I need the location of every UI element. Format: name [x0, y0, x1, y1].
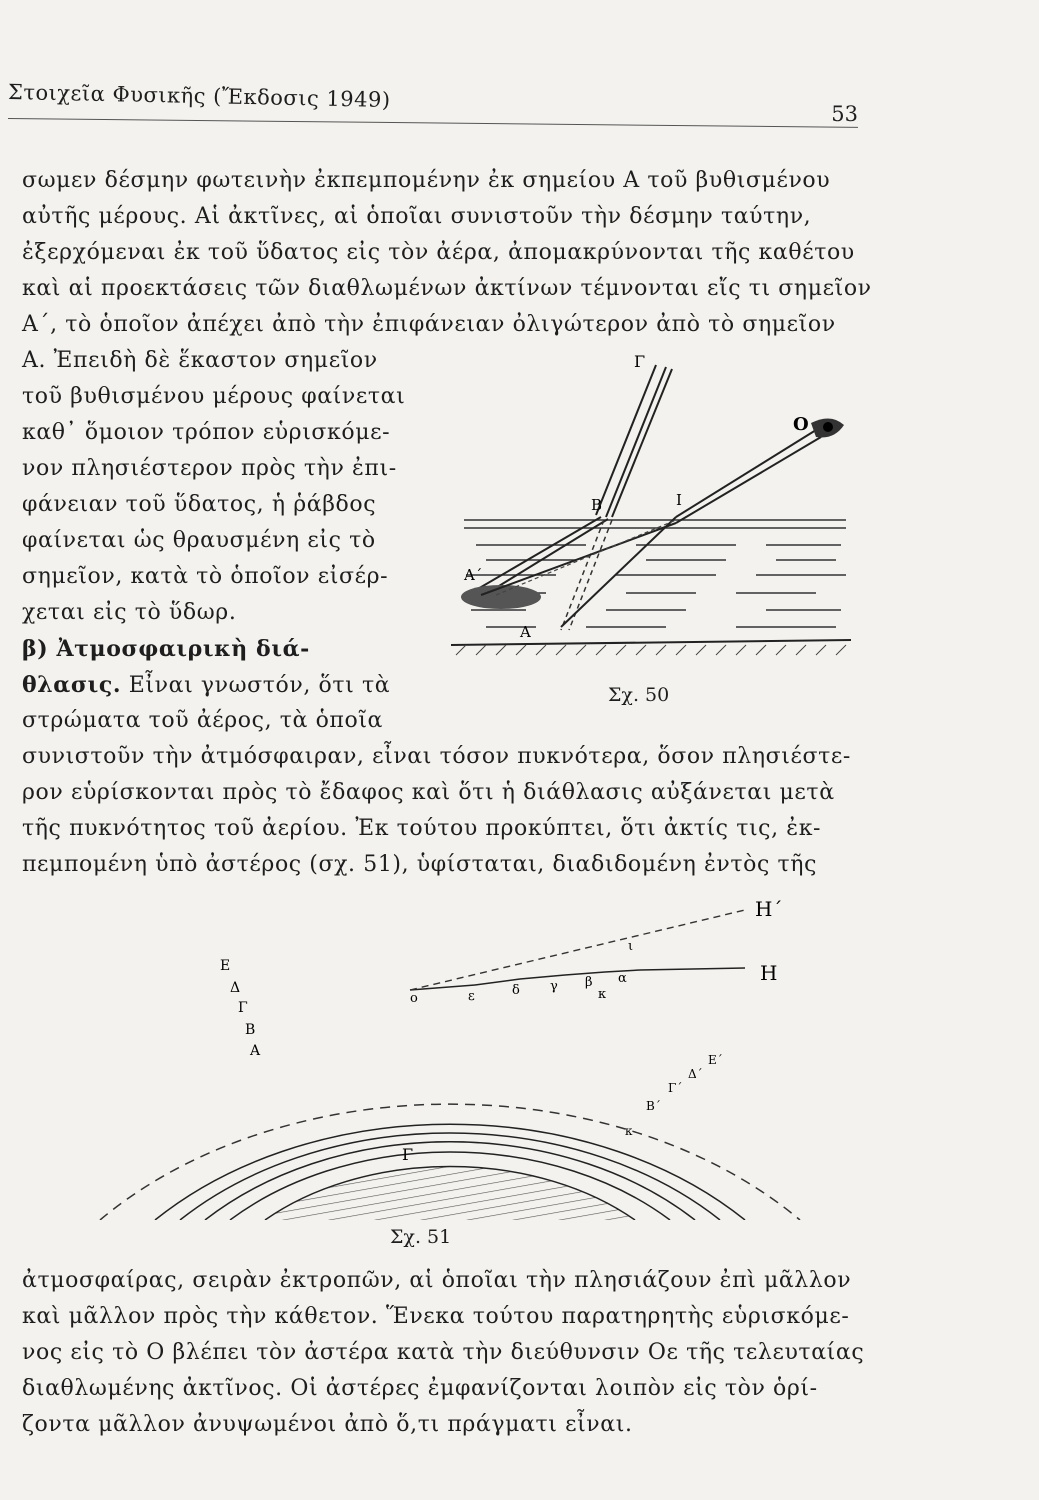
fig51-label-d: Δ: [230, 980, 241, 996]
page-number: 53: [831, 102, 858, 126]
body-text-line: σωμεν δέσμην φωτεινὴν ἐκπεμπομένην ἐκ σημείου Α τοῦ βυθισμένου: [22, 168, 831, 193]
fig51-label-k-right: κ: [625, 1124, 633, 1138]
body-text-line: φαίνεται ὡς θραυσμένη εἰς τὸ: [22, 528, 376, 553]
body-text-line: ζοντα μᾶλλον ἀνυψωμένοι ἀπὸ ὅ,τι πράγματι εἶναι.: [22, 1412, 633, 1437]
header-rule: [8, 118, 858, 128]
body-text-line: φάνειαν τοῦ ὕδατος, ἡ ῥάβδος: [22, 492, 377, 517]
body-text-line: αὐτῆς μέρους. Αἱ ἀκτῖνες, αἱ ὁποῖαι συνιστοῦν τὴν δέσμην ταύτην,: [22, 204, 812, 229]
fig51-label-epsilon: ε: [468, 989, 475, 1004]
fig50-label-o: Ο: [793, 414, 809, 435]
fig50-label-a: Α: [520, 623, 531, 641]
body-text-line: στρώματα τοῦ ἀέρος, τὰ ὁποῖα: [22, 708, 384, 733]
fig51-label-a: Α: [250, 1043, 261, 1059]
fig51-label-e: Ε: [220, 958, 231, 974]
fig51-label-g-right: Γ΄: [668, 1081, 683, 1095]
fig51-label-h: Η: [760, 961, 778, 985]
body-text-line: καὶ αἱ προεκτάσεις τῶν διαθλωμένων ἀκτίνων τέμνονται εἴς τι σημεῖον: [22, 276, 872, 301]
figure-51-atmospheric-refraction: [80, 890, 840, 1220]
fig50-label-gamma: Γ: [634, 352, 646, 371]
fig51-label-center: Γ: [402, 1145, 414, 1164]
fig51-label-i: ι: [628, 939, 634, 954]
fig50-label-i: Ι: [676, 491, 682, 509]
fig50-label-a-prime: Α΄: [464, 566, 483, 584]
body-text-line: χεται εἰς τὸ ὕδωρ.: [22, 600, 237, 625]
body-text-line: καὶ μᾶλλον πρὸς τὴν κάθετον. Ἕνεκα τούτου παρατηρητὴς εὑρισκόμε-: [22, 1304, 850, 1329]
body-text-span: Εἶναι γνωστόν, ὅτι τὰ: [128, 673, 391, 698]
fig51-label-e-right: Ε΄: [708, 1053, 723, 1067]
running-head: [8, 72, 858, 132]
fig50-label-b: Β: [591, 496, 603, 514]
figure-50-caption: Σχ. 50: [608, 684, 670, 706]
body-text-line: ρον εὑρίσκονται πρὸς τὸ ἔδαφος καὶ ὅτι ἡ διάθλασις αὐξάνεται μετὰ: [22, 780, 835, 805]
fig51-label-b: Β: [245, 1022, 256, 1038]
body-text-line: πεμπομένη ὑπὸ ἀστέρος (σχ. 51), ὑφίσταται, διαδιδομένη ἐντὸς τῆς: [22, 852, 817, 877]
body-text-line: διαθλωμένης ἀκτῖνος. Οἱ ἀστέρες ἐμφανίζονται λοιπὸν εἰς τὸν ὁρί-: [22, 1376, 818, 1401]
body-text-line: καθ᾽ ὅμοιον τρόπον εὑρισκόμε-: [22, 420, 391, 445]
figure-50-refraction-rod: [436, 345, 866, 675]
fig51-label-g: Γ: [238, 1000, 248, 1016]
body-text-line: συνιστοῦν τὴν ἀτμόσφαιραν, εἶναι τόσον πυκνότερα, ὅσον πλησιέστε-: [22, 744, 851, 769]
body-text-line: νος εἰς τὸ Ο βλέπει τὸν ἀστέρα κατὰ τὴν διεύθυνσιν Οε τῆς τελευταίας: [22, 1340, 865, 1365]
fig51-label-h-prime: Η΄: [755, 897, 783, 921]
fig51-label-kappa: κ: [598, 987, 607, 1002]
fig51-label-beta: β: [585, 975, 593, 990]
body-text-line: Α. Ἐπειδὴ δὲ ἕκαστον σημεῖον: [22, 348, 378, 373]
body-text-line: τοῦ βυθισμένου μέρους φαίνεται: [22, 384, 406, 409]
section-heading-cont: θλασις.: [22, 672, 122, 698]
running-head-title: Στοιχεῖα Φυσικῆς (Ἔκδοσις 1949): [7, 80, 391, 113]
fig51-label-delta: δ: [512, 983, 520, 998]
body-text-line: Α΄, τὸ ὁποῖον ἀπέχει ἀπὸ τὴν ἐπιφάνειαν ὀλιγώτερον ἀπὸ τὸ σημεῖον: [22, 312, 836, 337]
fig51-label-o: ο: [410, 991, 418, 1006]
fig51-label-alpha: α: [618, 971, 627, 986]
body-text-line: ἀτμοσφαίρας, σειρὰν ἐκτροπῶν, αἱ ὁποῖαι τὴν πλησιάζουν ἐπὶ μᾶλλον: [22, 1268, 852, 1293]
body-text-line: [22, 672, 390, 699]
fig51-label-b-right: Β΄: [646, 1099, 661, 1113]
fig51-label-d-right: Δ΄: [688, 1067, 703, 1081]
figure-51-caption: Σχ. 51: [390, 1226, 452, 1248]
body-text-line: νον πλησιέστερον πρὸς τὴν ἐπι-: [22, 456, 397, 481]
fig51-label-gamma-s: γ: [550, 979, 558, 994]
body-text-line: ἐξερχόμεναι ἐκ τοῦ ὕδατος εἰς τὸν ἀέρα, ἀπομακρύνονται τῆς καθέτου: [22, 240, 855, 265]
body-text-line: σημεῖον, κατὰ τὸ ὁποῖον εἰσέρ-: [22, 564, 389, 589]
section-heading: β) Ἀτμοσφαιρικὴ διά-: [22, 636, 310, 662]
body-text-line: τῆς πυκνότητος τοῦ ἀερίου. Ἐκ τούτου προκύπτει, ὅτι ἀκτίς τις, ἐκ-: [22, 816, 822, 841]
